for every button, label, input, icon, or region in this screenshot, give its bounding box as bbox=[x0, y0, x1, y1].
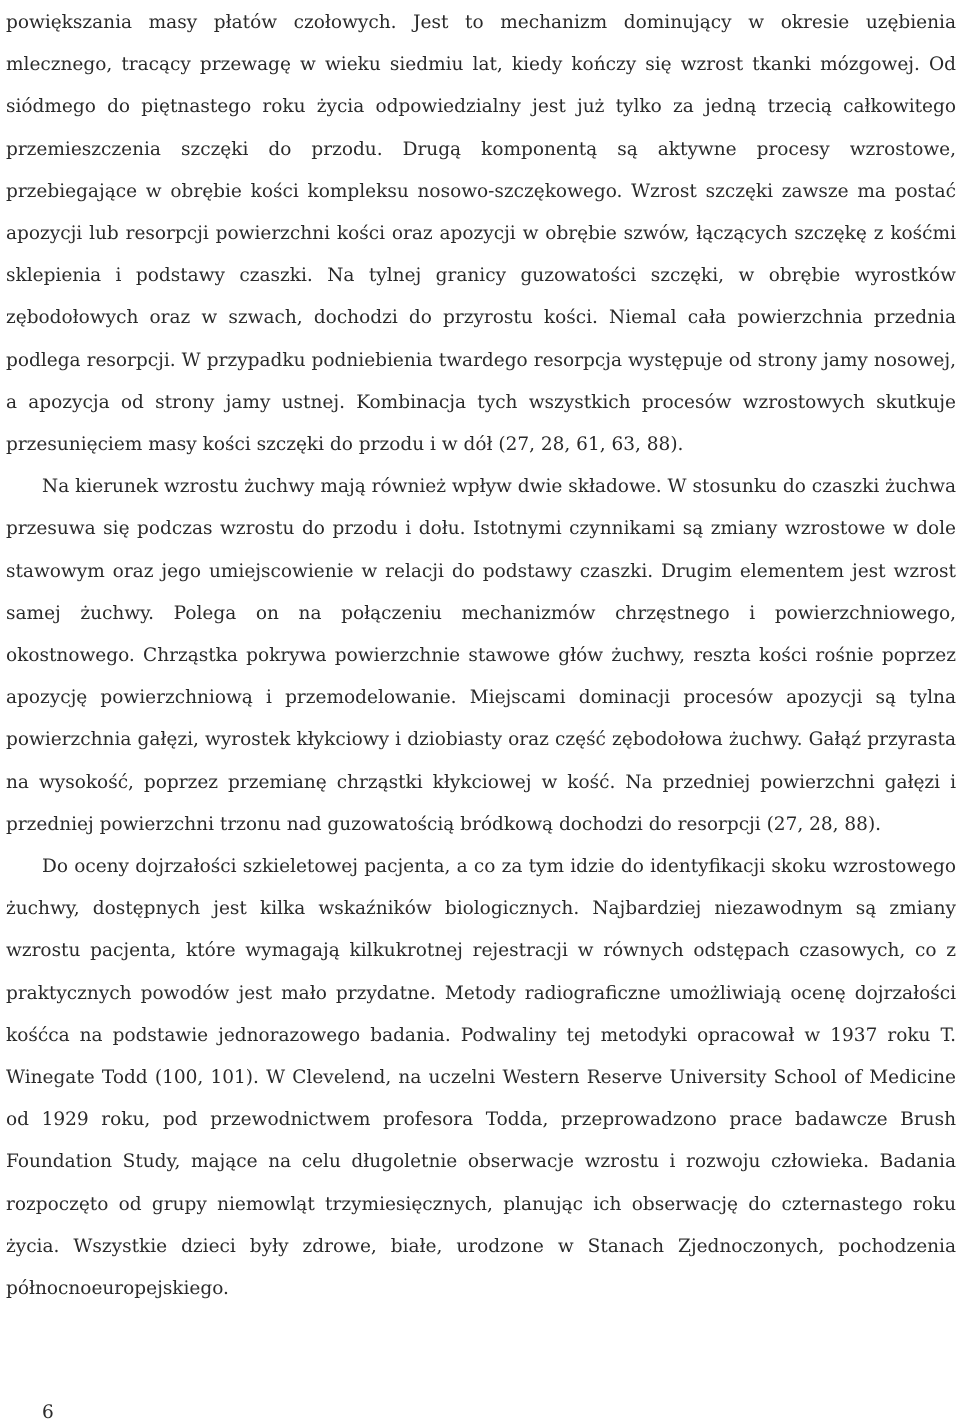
paragraph-mandible-growth: Na kierunek wzrostu żuchwy mają również wpływ dwie składowe. W stosunku do czaszki żuchwa przesuwa się podczas wzrostu do przodu i dołu. Istotnymi czynnikami są zmiany wzrostowe w dole stawowym oraz jego umiejscowienie w relacji do podstawy czaszki. Drugim elementem jest wzrost samej żuchwy. Polega on na połączeniu mechanizmów chrzęstnego i powierzchniowego, okostnowego. Chrząstka pokrywa powierzchnie stawowe głów żuchwy, reszta kości rośnie poprzez apozycję powierzchniową i przemodelowanie. Miejscami dominacji procesów apozycji są tylna powierzchnia gałęzi, wyrostek kłykciowy i dziobiasty oraz część zębodołowa żuchwy. Gałąź przyrasta na wysokość, poprzez przemianę chrząstki kłykciowej w kość. Na przedniej powierzchni gałęzi i przedniej powierzchni trzonu nad guzowatością bródkową dochodzi do resorpcji (27, 28, 88). bbox=[6, 476, 956, 835]
paragraph-skeletal-maturity: Do oceny dojrzałości szkieletowej pacjenta, a co za tym idzie do identyfikacji skoku wzrostowego żuchwy, dostępnych jest kilka wskaźników biologicznych. Najbardziej niezawodnym są zmiany wzrostu pacjenta, które wymagają kilkukrotnej rejestracji w równych odstępach czasowych, co z praktycznych powodów jest mało przydatne. Metody radiograficzne umożliwiają ocenę dojrzałości kośćca na podstawie jednorazowego badania. Podwaliny tej metodyki opracował w 1937 roku T. Winegate Todd (100, 101). W Clevelend, na uczelni Western Reserve University School of Medicine od 1929 roku, pod przewodnictwem profesora Todda, przeprowadzono prace badawcze Brush Foundation Study, mające na celu długoletnie obserwacje wzrostu i rozwoju człowieka. Badania rozpoczęto od grupy niemowląt trzymiesięcznych, planując ich obserwację do czternastego roku życia. Wszystkie dzieci były zdrowe, białe, urodzone w Stanach Zjednoczonych, pochodzenia północnoeuropejskiego. bbox=[6, 856, 956, 1300]
document-body bbox=[6, 2, 956, 1310]
page-number: 6 bbox=[42, 1402, 54, 1423]
paragraph-maxilla-growth: powiększania masy płatów czołowych. Jest to mechanizm dominujący w okresie uzębienia mlecznego, tracący przewagę w wieku siedmiu lat, kiedy kończy się wzrost tkanki mózgowej. Od siódmego do piętnastego roku życia odpowiedzialny jest już tylko za jedną trzecią całkowitego przemieszczenia szczęki do przodu. Drugą komponentą są aktywne procesy wzrostowe, przebiegające w obrębie kości kompleksu nosowo-szczękowego. Wzrost szczęki zawsze ma postać apozycji lub resorpcji powierzchni kości oraz apozycji w obrębie szwów, łączących szczękę z kośćmi sklepienia i podstawy czaszki. Na tylnej granicy guzowatości szczęki, w obrębie wyrostków zębodołowych oraz w szwach, dochodzi do przyrostu kości. Niemal cała powierzchnia przednia podlega resorpcji. W przypadku podniebienia twardego resorpcja występuje od strony jamy nosowej, a apozycja od strony jamy ustnej. Kombinacja tych wszystkich procesów wzrostowych skutkuje przesunięciem masy kości szczęki do przodu i w dół (27, 28, 61, 63, 88). bbox=[6, 12, 956, 456]
